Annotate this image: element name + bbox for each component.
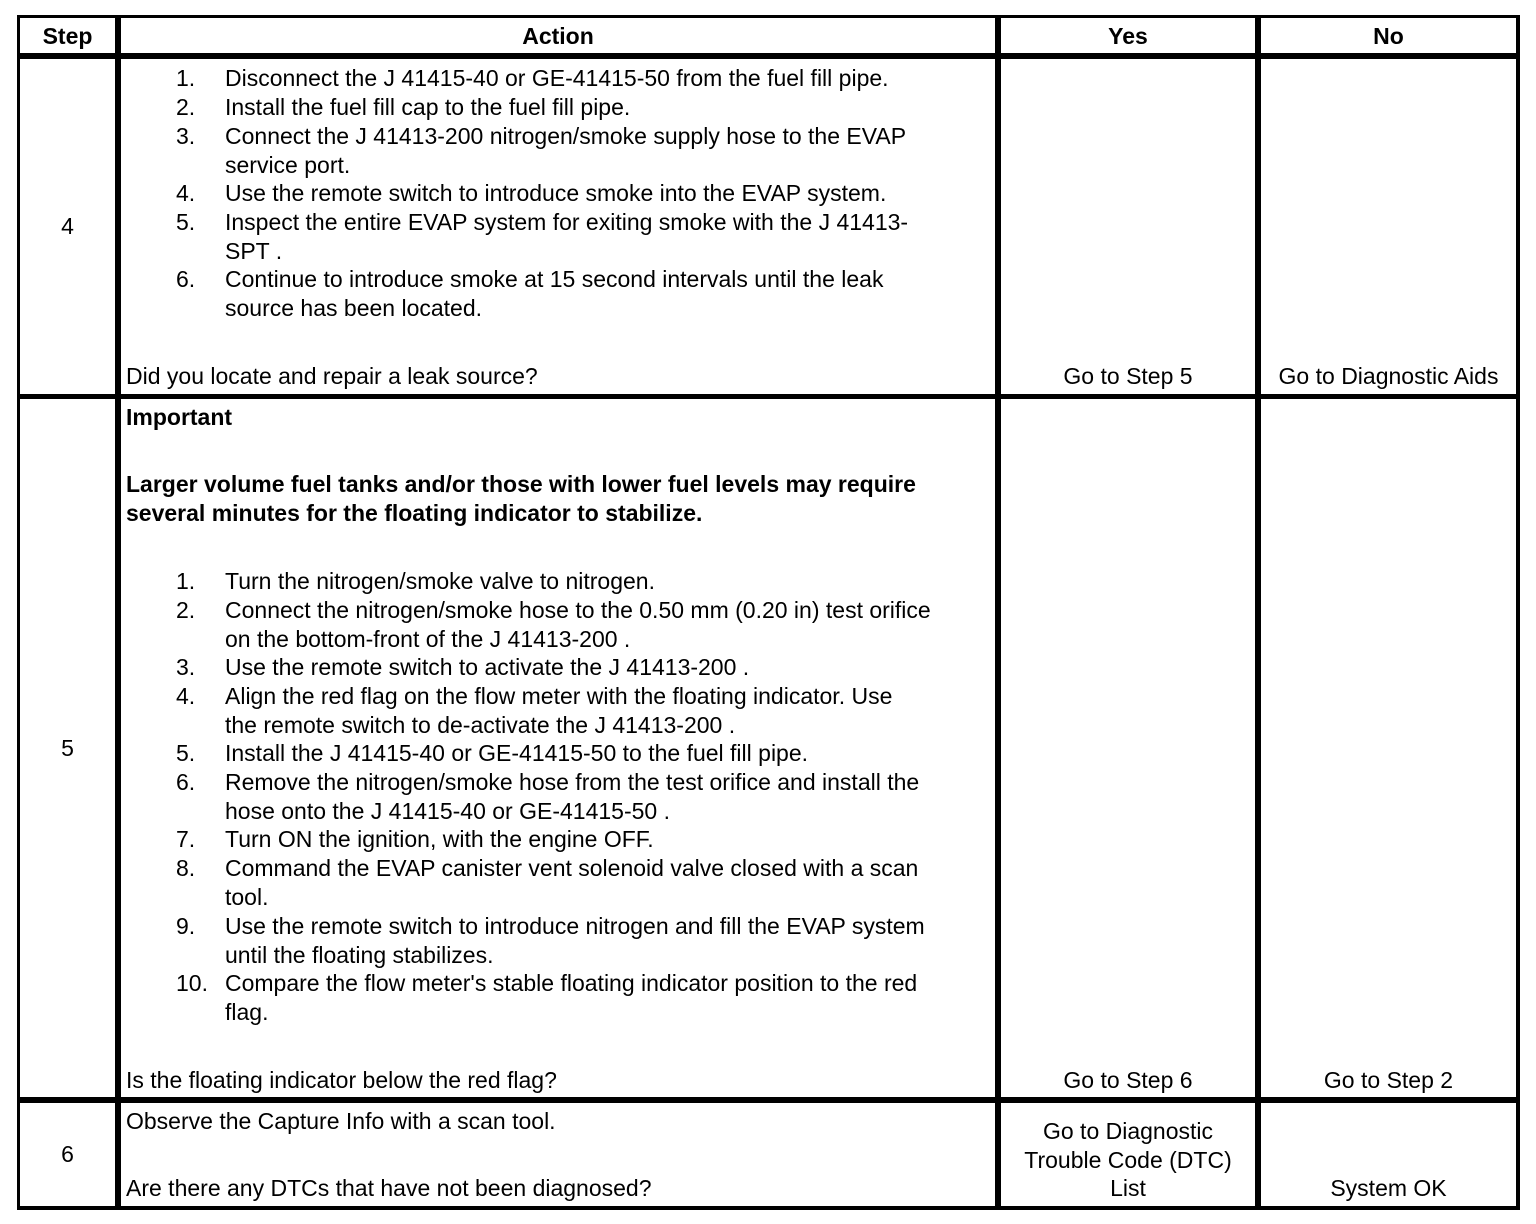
no-result: Go to Diagnostic Aids [1278, 363, 1499, 389]
question-text: Is the floating indicator below the red flag? [126, 1067, 557, 1093]
item-text: Align the red flag on the flow meter with the floating indicator. Use [225, 683, 893, 709]
item-text: Use the remote switch to activate the J 41413-200 . [225, 654, 750, 680]
item-number: 6. [176, 769, 196, 795]
row-divider-4-5 [17, 394, 1520, 399]
intro-text: Observe the Capture Info with a scan tool. [126, 1108, 556, 1134]
item-number: 9. [176, 913, 196, 939]
item-text-continued: hose onto the J 41415-40 or GE-41415-50 . [225, 798, 670, 824]
yes-result: Go to Diagnostic [1042, 1118, 1214, 1144]
item-number: 5. [176, 740, 196, 766]
table-border-top [17, 15, 1520, 18]
item-text-continued: SPT . [225, 238, 283, 264]
question-text: Did you locate and repair a leak source? [126, 363, 538, 389]
header-divider [17, 53, 1520, 59]
yes-result-continued: List [1110, 1175, 1146, 1201]
table-border-bottom [17, 1206, 1520, 1210]
item-text: Install the fuel fill cap to the fuel fill pipe. [225, 94, 631, 120]
table-border-left [17, 15, 20, 1210]
step-number: 4 [61, 213, 74, 239]
col-divider-yes-no [1255, 15, 1261, 1210]
no-result: Go to Step 2 [1323, 1067, 1454, 1093]
item-text: Continue to introduce smoke at 15 second intervals until the leak [225, 266, 884, 292]
step-number: 6 [61, 1141, 74, 1167]
item-number: 2. [176, 597, 196, 623]
table-border-right [1516, 15, 1520, 1210]
item-text: Remove the nitrogen/smoke hose from the test orifice and install the [225, 769, 920, 795]
header-yes: Yes [1108, 23, 1148, 49]
item-text-continued: on the bottom-front of the J 41413-200 . [225, 626, 631, 652]
item-text: Connect the J 41413-200 nitrogen/smoke supply hose to the EVAP [225, 123, 907, 149]
yes-result-continued: Trouble Code (DTC) [1024, 1147, 1232, 1173]
item-text-continued: source has been located. [225, 295, 483, 321]
step-number: 5 [61, 735, 74, 761]
header-action: Action [522, 23, 594, 49]
item-text-continued: until the floating stabilizes. [225, 942, 494, 968]
item-text-continued: flag. [225, 999, 269, 1025]
yes-result: Go to Step 6 [1063, 1067, 1193, 1093]
no-result: System OK [1330, 1175, 1447, 1201]
item-number: 6. [176, 266, 196, 292]
item-number: 3. [176, 654, 196, 680]
header-step: Step [42, 23, 93, 49]
item-text: Inspect the entire EVAP system for exiting smoke with the J 41413- [225, 209, 909, 235]
item-number: 2. [176, 94, 196, 120]
item-number: 1. [176, 568, 196, 594]
item-text-continued: tool. [225, 884, 269, 910]
important-text-continued: several minutes for the floating indicator to stabilize. [126, 500, 703, 526]
item-text: Command the EVAP canister vent solenoid valve closed with a scan [225, 855, 919, 881]
item-text-continued: service port. [225, 152, 351, 178]
col-divider-step-action [115, 15, 121, 1210]
col-divider-action-yes [995, 15, 1001, 1210]
item-number: 4. [176, 683, 196, 709]
item-number: 1. [176, 65, 196, 91]
item-number: 7. [176, 826, 196, 852]
header-no: No [1373, 23, 1404, 49]
item-text: Connect the nitrogen/smoke hose to the 0.50 mm (0.20 in) test orifice [225, 597, 931, 623]
item-text: Turn the nitrogen/smoke valve to nitrogen. [225, 568, 655, 594]
item-text: Compare the flow meter's stable floating indicator position to the red [225, 970, 918, 996]
item-number: 4. [176, 180, 196, 206]
item-number: 5. [176, 209, 196, 235]
item-text: Use the remote switch to introduce nitrogen and fill the EVAP system [225, 913, 925, 939]
yes-result: Go to Step 5 [1063, 363, 1193, 389]
important-text: Larger volume fuel tanks and/or those with lower fuel levels may require [126, 471, 916, 497]
question-text: Are there any DTCs that have not been diagnosed? [126, 1175, 652, 1201]
item-number: 8. [176, 855, 196, 881]
item-text: Turn ON the ignition, with the engine OFF. [225, 826, 654, 852]
item-text: Use the remote switch to introduce smoke into the EVAP system. [225, 180, 887, 206]
row-divider-5-6 [17, 1097, 1520, 1103]
item-text: Disconnect the J 41415-40 or GE-41415-50 from the fuel fill pipe. [225, 65, 889, 91]
item-text: Install the J 41415-40 or GE-41415-50 to the fuel fill pipe. [225, 740, 809, 766]
item-number: 10. [176, 970, 208, 996]
item-number: 3. [176, 123, 196, 149]
important-title: Important [126, 404, 233, 430]
item-text-continued: the remote switch to de-activate the J 41413-200 . [225, 712, 736, 738]
